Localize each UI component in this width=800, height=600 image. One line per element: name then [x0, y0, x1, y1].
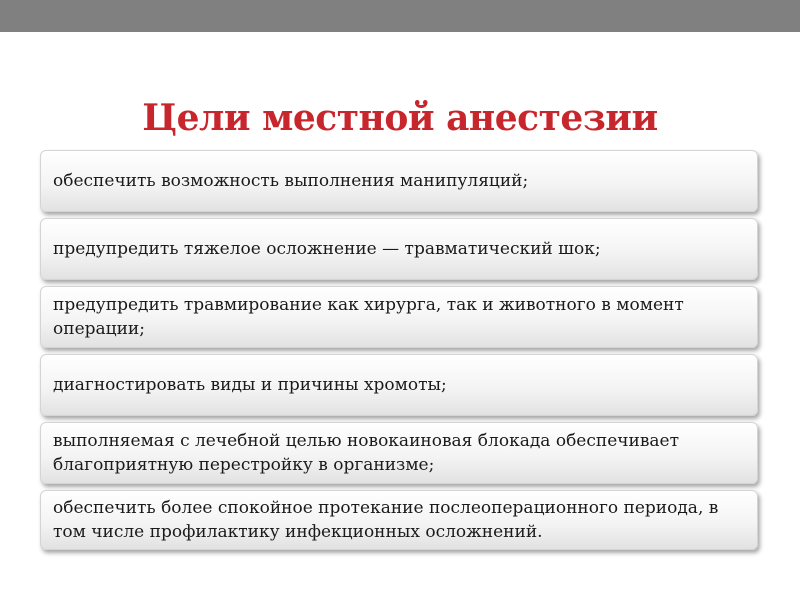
top-bar — [0, 0, 800, 32]
goal-item-5: выполняемая с лечебной целью новокаиновая блокада обеспечивает благоприятную перестройку в организме; — [40, 422, 758, 484]
goal-item-4: диагностировать виды и причины хромоты; — [40, 354, 758, 416]
goal-item-1: обеспечить возможность выполнения манипуляций; — [40, 150, 758, 212]
goals-list — [40, 150, 758, 550]
goal-item-3: предупредить травмирование как хирурга, так и животного в момент операции; — [40, 286, 758, 348]
goal-item-6: обеспечить более спокойное протекание послеоперационного периода, в том числе профилактику инфекционных осложнений. — [40, 490, 758, 550]
goal-item-2: предупредить тяжелое осложнение — травматический шок; — [40, 218, 758, 280]
slide-title: Цели местной анестезии — [142, 97, 658, 140]
